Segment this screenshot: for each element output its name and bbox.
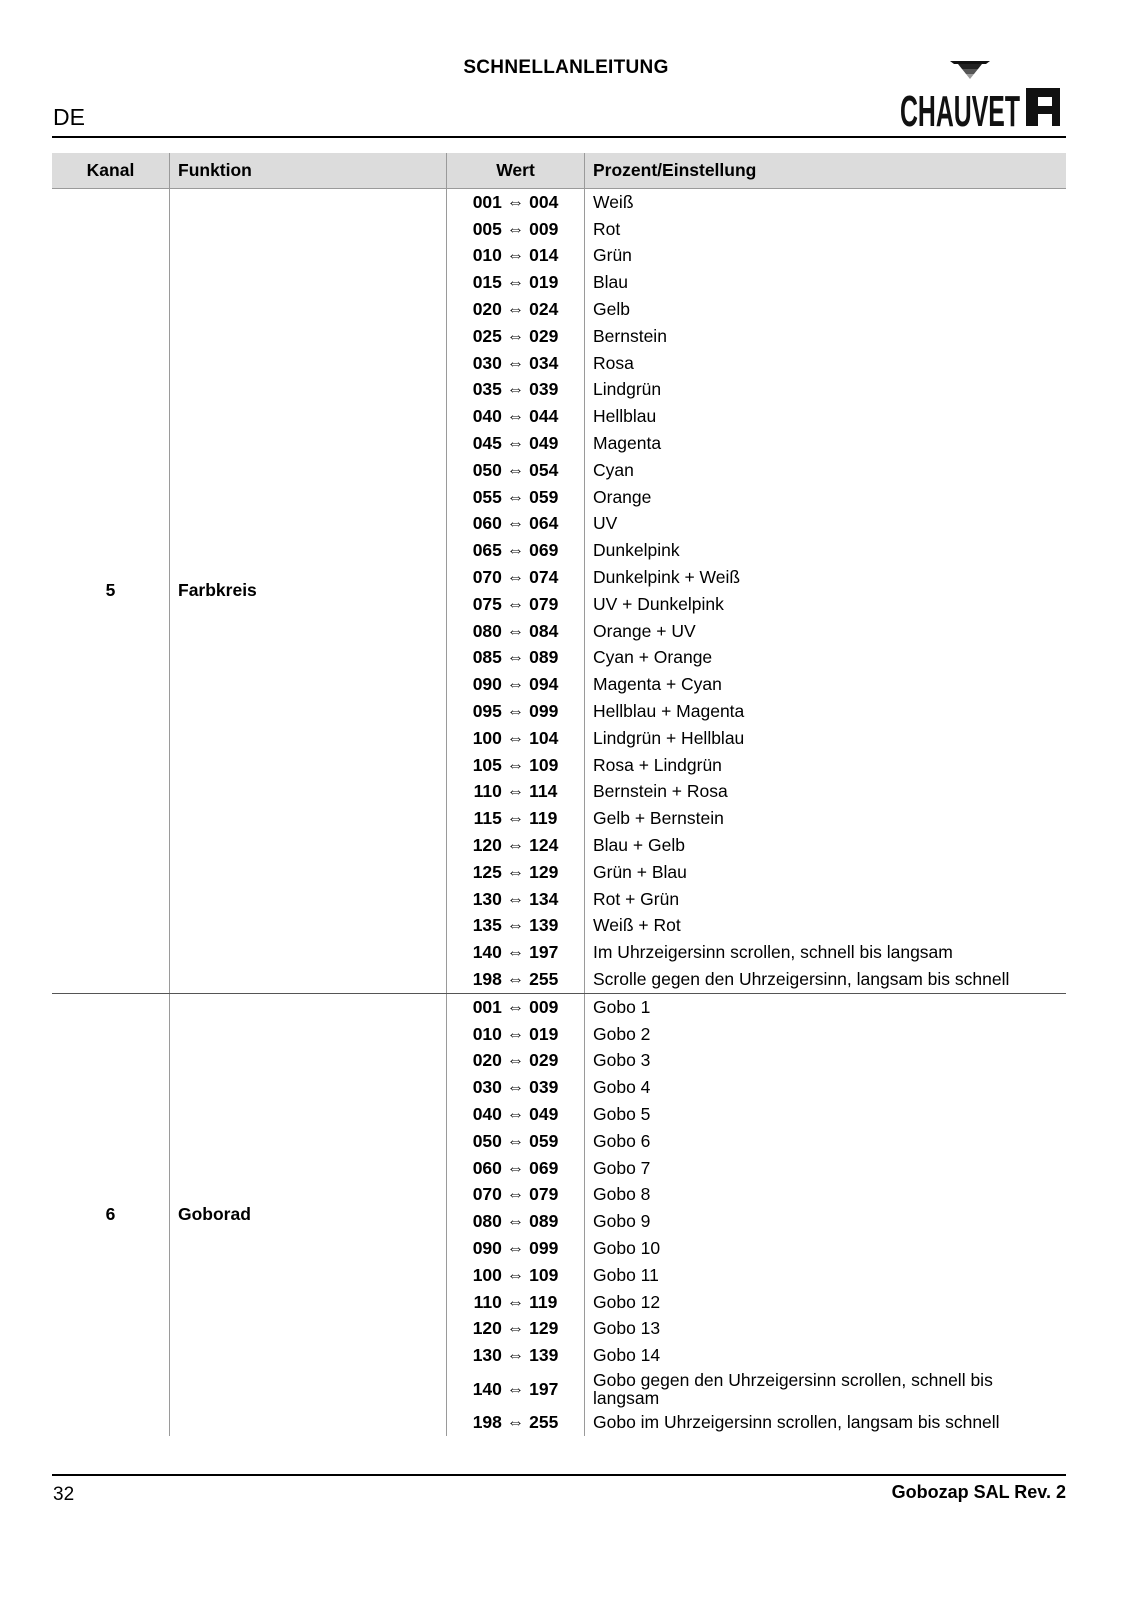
dmx-channel-table (52, 153, 1066, 1436)
dmx-value-range: 035 ⇔ 039 (447, 377, 585, 404)
setting-description: Cyan (585, 457, 1067, 484)
dmx-value-range: 050 ⇔ 059 (447, 1128, 585, 1155)
header-divider (52, 136, 1066, 138)
setting-description: Gelb + Bernstein (585, 805, 1067, 832)
logo-spotlight-icon (950, 61, 990, 79)
dmx-value-range: 050 ⇔ 054 (447, 457, 585, 484)
setting-description: Blau (585, 269, 1067, 296)
dmx-value-range: 080 ⇔ 084 (447, 618, 585, 645)
dmx-value-range: 065 ⇔ 069 (447, 537, 585, 564)
dmx-value-range: 135 ⇔ 139 (447, 913, 585, 940)
setting-description: Gobo 12 (585, 1289, 1067, 1316)
setting-description: Gobo 11 (585, 1262, 1067, 1289)
channel-function: Goborad (170, 993, 447, 1435)
table-row (52, 189, 1066, 216)
setting-description: Hellblau (585, 403, 1067, 430)
dmx-value-range: 010 ⇔ 019 (447, 1021, 585, 1048)
setting-description: Dunkelpink + Weiß (585, 564, 1067, 591)
setting-description: Gobo gegen den Uhrzeigersinn scrollen, schnell bis langsam (585, 1369, 1067, 1409)
setting-description: Gobo 2 (585, 1021, 1067, 1048)
setting-description: Gobo 8 (585, 1181, 1067, 1208)
dmx-value-range: 110 ⇔ 114 (447, 779, 585, 806)
setting-description: Rot + Grün (585, 886, 1067, 913)
chauvet-dj-logo (898, 60, 1066, 136)
dmx-value-range: 070 ⇔ 079 (447, 1181, 585, 1208)
setting-description: Grün (585, 243, 1067, 270)
dmx-value-range: 001 ⇔ 009 (447, 993, 585, 1020)
setting-description: Gobo 6 (585, 1128, 1067, 1155)
setting-description: Orange + UV (585, 618, 1067, 645)
column-header-funktion: Funktion (170, 153, 447, 189)
setting-description: Lindgrün (585, 377, 1067, 404)
setting-description: Blau + Gelb (585, 832, 1067, 859)
setting-description: Weiß + Rot (585, 913, 1067, 940)
channel-number: 6 (105, 1204, 116, 1225)
setting-description: Gobo 4 (585, 1074, 1067, 1101)
setting-description: Grün + Blau (585, 859, 1067, 886)
page-number: 32 (53, 1484, 75, 1505)
footer-divider (52, 1474, 1066, 1476)
setting-description: Gobo 3 (585, 1048, 1067, 1075)
setting-description: Weiß (585, 189, 1067, 216)
dmx-value-range: 080 ⇔ 089 (447, 1208, 585, 1235)
setting-description: Gobo 1 (585, 993, 1067, 1020)
dmx-value-range: 100 ⇔ 104 (447, 725, 585, 752)
dmx-value-range: 001 ⇔ 004 (447, 189, 585, 216)
setting-description: Lindgrün + Hellblau (585, 725, 1067, 752)
setting-description: UV + Dunkelpink (585, 591, 1067, 618)
setting-description: Orange (585, 484, 1067, 511)
setting-description: Gobo 10 (585, 1235, 1067, 1262)
setting-description: Im Uhrzeigersinn scrollen, schnell bis langsam (585, 939, 1067, 966)
setting-description: Gelb (585, 296, 1067, 323)
dmx-value-range: 120 ⇔ 124 (447, 832, 585, 859)
dmx-value-range: 090 ⇔ 094 (447, 671, 585, 698)
dmx-value-range: 025 ⇔ 029 (447, 323, 585, 350)
dmx-value-range: 075 ⇔ 079 (447, 591, 585, 618)
dmx-value-range: 020 ⇔ 024 (447, 296, 585, 323)
dmx-value-range: 070 ⇔ 074 (447, 564, 585, 591)
dmx-value-range: 105 ⇔ 109 (447, 752, 585, 779)
svg-text:CHAUVET: CHAUVET (900, 87, 1021, 136)
setting-description: Gobo im Uhrzeigersinn scrollen, langsam bis schnell (585, 1409, 1067, 1436)
dmx-value-range: 120 ⇔ 129 (447, 1315, 585, 1342)
dmx-value-range: 060 ⇔ 069 (447, 1155, 585, 1182)
dmx-value-range: 040 ⇔ 044 (447, 403, 585, 430)
setting-description: Gobo 13 (585, 1315, 1067, 1342)
table-body (52, 189, 1066, 1436)
page-title: SCHNELLANLEITUNG (463, 57, 669, 78)
setting-description: Dunkelpink (585, 537, 1067, 564)
dmx-value-range: 060 ⇔ 064 (447, 511, 585, 538)
dmx-value-range: 140 ⇔ 197 (447, 939, 585, 966)
setting-description: Gobo 5 (585, 1101, 1067, 1128)
setting-description: Gobo 9 (585, 1208, 1067, 1235)
column-header-kanal: Kanal (52, 153, 170, 189)
column-header-prozent-einstellung: Prozent/Einstellung (585, 153, 1067, 189)
setting-description: Rot (585, 216, 1067, 243)
dmx-value-range: 095 ⇔ 099 (447, 698, 585, 725)
setting-description: UV (585, 511, 1067, 538)
table-header-row (52, 153, 1066, 189)
setting-description: Bernstein + Rosa (585, 779, 1067, 806)
dmx-value-range: 090 ⇔ 099 (447, 1235, 585, 1262)
dmx-value-range: 100 ⇔ 109 (447, 1262, 585, 1289)
dmx-value-range: 040 ⇔ 049 (447, 1101, 585, 1128)
setting-description: Magenta + Cyan (585, 671, 1067, 698)
dmx-value-range: 020 ⇔ 029 (447, 1048, 585, 1075)
setting-description: Magenta (585, 430, 1067, 457)
dmx-value-range: 130 ⇔ 134 (447, 886, 585, 913)
dmx-value-range: 030 ⇔ 034 (447, 350, 585, 377)
setting-description: Gobo 7 (585, 1155, 1067, 1182)
setting-description: Scrolle gegen den Uhrzeigersinn, langsam bis schnell (585, 966, 1067, 993)
table-row (52, 993, 1066, 1020)
dmx-value-range: 130 ⇔ 139 (447, 1342, 585, 1369)
dmx-value-range: 140 ⇔ 197 (447, 1369, 585, 1409)
channel-number: 5 (52, 189, 170, 994)
dmx-value-range: 055 ⇔ 059 (447, 484, 585, 511)
setting-description: Rosa (585, 350, 1067, 377)
dmx-value-range: 085 ⇔ 089 (447, 645, 585, 672)
column-header-wert: Wert (447, 153, 585, 189)
dmx-value-range: 125 ⇔ 129 (447, 859, 585, 886)
dmx-value-range: 005 ⇔ 009 (447, 216, 585, 243)
dmx-value-range: 198 ⇔ 255 (447, 966, 585, 993)
dmx-value-range: 030 ⇔ 039 (447, 1074, 585, 1101)
setting-description: Bernstein (585, 323, 1067, 350)
setting-description: Hellblau + Magenta (585, 698, 1067, 725)
document-reference: Gobozap SAL Rev. 2 (891, 1482, 1066, 1502)
setting-description: Rosa + Lindgrün (585, 752, 1067, 779)
setting-description: Gobo 14 (585, 1342, 1067, 1369)
language-code: DE (53, 104, 85, 130)
dmx-value-range: 010 ⇔ 014 (447, 243, 585, 270)
dmx-value-range: 045 ⇔ 049 (447, 430, 585, 457)
dmx-value-range: 198 ⇔ 255 (447, 1409, 585, 1436)
dmx-value-range: 115 ⇔ 119 (447, 805, 585, 832)
setting-description: Cyan + Orange (585, 645, 1067, 672)
channel-function: Farbkreis (170, 189, 447, 994)
dmx-value-range: 110 ⇔ 119 (447, 1289, 585, 1316)
dmx-value-range: 015 ⇔ 019 (447, 269, 585, 296)
